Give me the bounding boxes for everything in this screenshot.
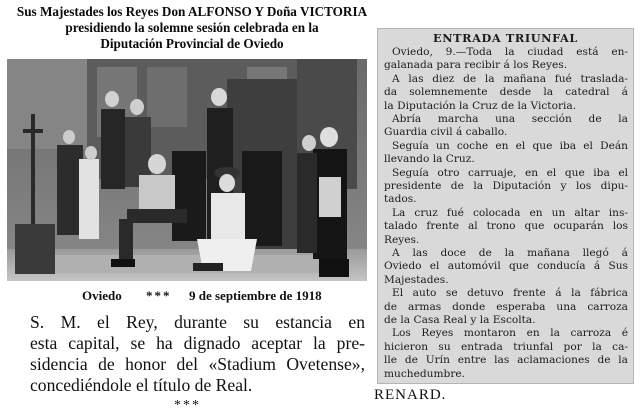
signature: RENARD.	[374, 387, 447, 403]
headline	[6, 4, 378, 52]
headline-line: Sus Majestades los Reyes Don ALFONSO Y Doña VICTORIA	[16, 4, 368, 19]
note-line: esta capital, se ha dignado aceptar la pre-	[30, 333, 365, 353]
clipping-line: A las doce de la mañana llegó á	[392, 247, 628, 259]
clipping-line: Seguía un coche en el que iba el Deán	[392, 139, 628, 152]
clipping-line: La cruz fué colocada en un altar ins-	[392, 206, 628, 219]
caption-stars: ***	[146, 288, 172, 303]
note-line: concediéndole el título de Real.	[30, 375, 253, 395]
clipping-line: llevando la Cruz.	[384, 153, 475, 166]
clipping-line: Los Reyes montaron en la carroza é	[392, 327, 628, 340]
newspaper-clipping	[377, 28, 634, 384]
caption-place: Oviedo	[82, 288, 122, 303]
clipping-line: Guardia civil á caballo.	[384, 126, 508, 139]
note-stars: ***	[174, 398, 201, 413]
clipping-line: galanada para recibir á los Reyes.	[384, 59, 568, 72]
clipping-line: hicieron su entrada triunfal por la ca-	[384, 340, 628, 353]
clipping-line: tados.	[384, 193, 417, 206]
clipping-line: presidente de la Diputación y los dipu-	[384, 180, 628, 192]
clipping-line: El auto se detuvo frente á la fábrica	[392, 287, 628, 300]
clipping-line: A las diez de la mañana fué traslada-	[392, 72, 628, 85]
clipping-title: ENTRADA TRIUNFAL	[433, 31, 578, 45]
note-line: sidencia de honor del «Stadium Ovetense»,	[30, 354, 365, 374]
clipping-line: talado frente al trono que ocuparán los	[384, 220, 628, 233]
headline-line: presidiendo la solemne sesión celebrada en la	[65, 20, 319, 35]
clipping-line: muchedumbre.	[384, 367, 466, 380]
clipping-line: de armas donde esperaba una carroza	[384, 300, 628, 313]
clipping-line: lle de Urín entre las aclamaciones de la	[384, 354, 628, 367]
caption-date: 9 de septiembre de 1918	[189, 288, 322, 303]
note-line: S. M. el Rey, durante su estancia en	[30, 312, 365, 332]
clipping-line: Seguía otro carruaje, en el que iba el	[392, 166, 628, 179]
stadium-note	[30, 312, 365, 396]
clipping-line: Abría marcha una sección de la	[392, 113, 628, 125]
clipping-line: Oviedo el automóvil que conducía á Sus	[384, 260, 628, 273]
royal-session-photo	[7, 59, 367, 281]
clipping-line: de la Casa Real y la Escolta.	[384, 314, 536, 326]
clipping-line: la Diputación la Cruz de la Victoria.	[384, 99, 577, 112]
clipping-line: Reyes.	[384, 233, 420, 246]
headline-line: Diputación Provincial de Oviedo	[100, 36, 284, 51]
clipping-line: Oviedo, 9.—Toda la ciudad está en-	[392, 46, 628, 58]
clipping-line: da solemnemente desde la catedral á	[384, 86, 628, 99]
clipping-line: Majestades.	[384, 273, 449, 286]
photo-illustration	[7, 59, 367, 281]
